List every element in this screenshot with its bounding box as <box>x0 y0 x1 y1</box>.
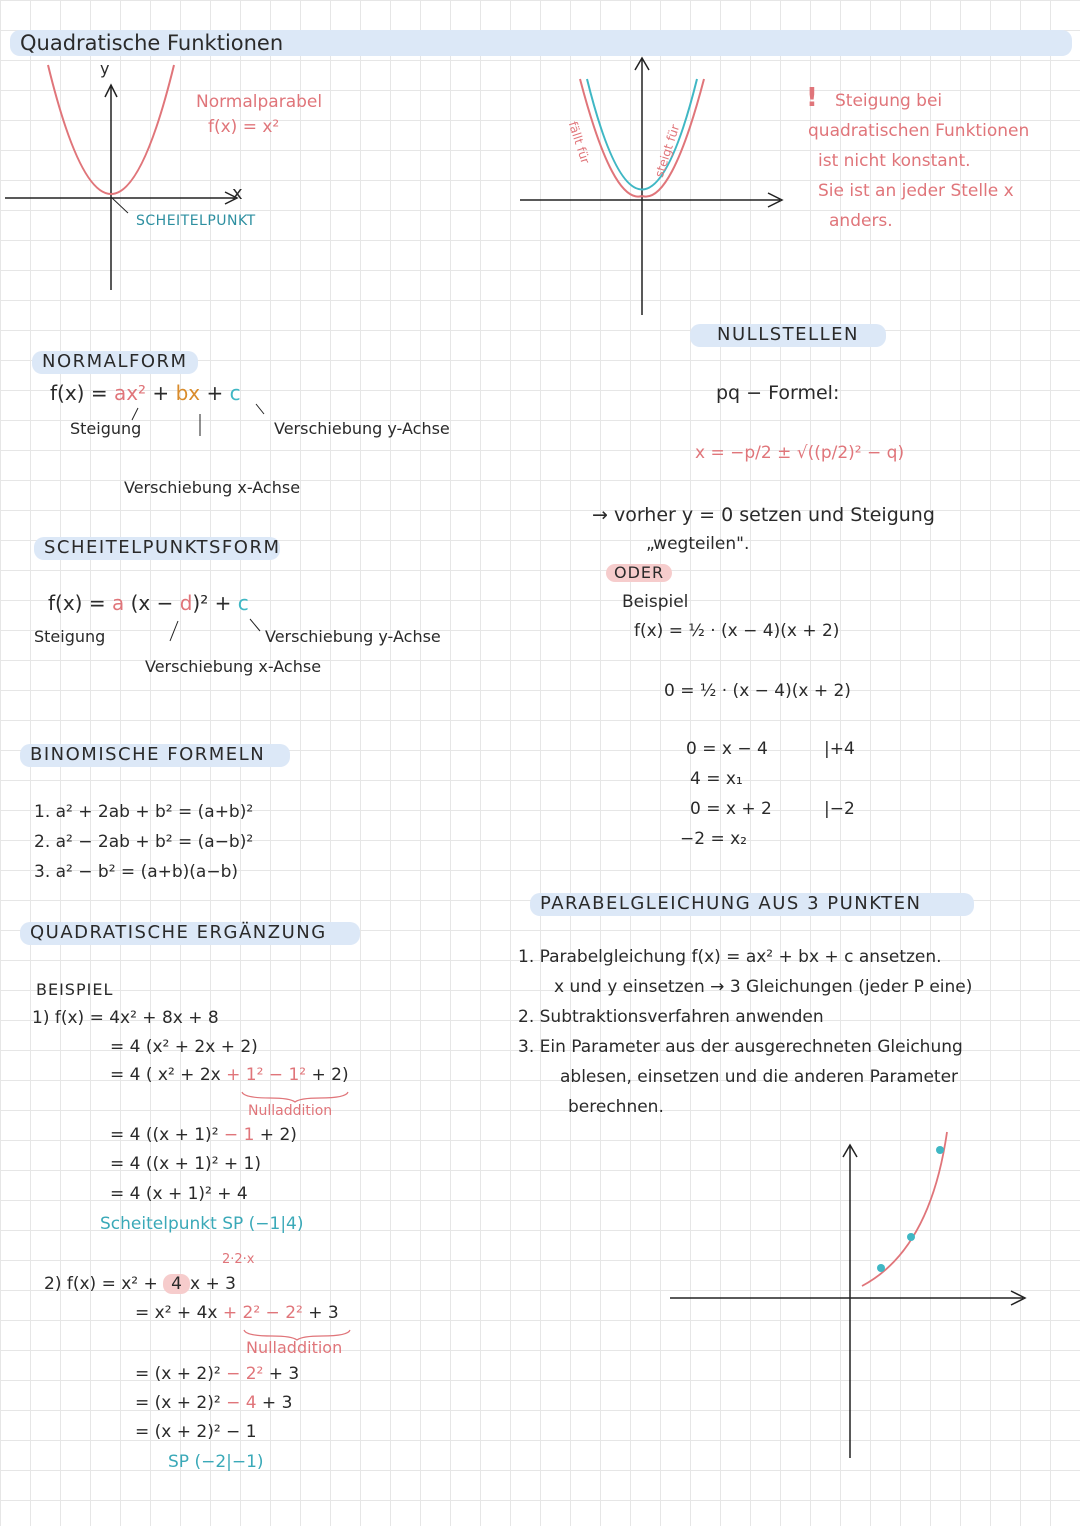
note-mark: ! <box>806 83 818 113</box>
point-2 <box>907 1233 915 1241</box>
falls-label: fällt für <box>565 119 593 166</box>
nullstellen-beispiel: Beispiel <box>622 592 689 612</box>
ns-line-2: 0 = ½ · (x − 4)(x + 2) <box>664 681 851 701</box>
normalparabel-label: Normalparabel <box>196 92 323 112</box>
ex2-l4-a: = (x + 2)² <box>135 1393 227 1413</box>
ex1-nulladdition: Nulladdition <box>248 1103 333 1119</box>
ex1-line-6: = 4 (x + 1)² + 4 <box>110 1184 248 1204</box>
ex2-l3-c: + 3 <box>263 1364 300 1384</box>
nullstellen-heading: NULLSTELLEN <box>690 324 886 347</box>
ex2-l3-a: = (x + 2)² <box>135 1364 227 1384</box>
sf-prefix: f(x) = <box>48 591 112 615</box>
x-axis-label: x <box>232 183 243 204</box>
ex2-line-3 <box>135 1365 299 1385</box>
ex1-l3-c: + 2) <box>306 1065 349 1085</box>
ex1-line-3 <box>110 1066 349 1086</box>
ex2-l2-b: + 2² − 2² <box>222 1303 303 1323</box>
oder-badge: ODER <box>606 564 672 582</box>
ns-line-5: 0 = x + 2 <box>690 799 772 819</box>
quadratisch-heading: QUADRATISCHE ERGÄNZUNG <box>20 922 360 945</box>
ex2-line-2 <box>135 1304 339 1324</box>
ex2-l3-b: − 2² <box>226 1364 264 1384</box>
ex2-line-5: = (x + 2)² − 1 <box>135 1422 257 1442</box>
binom-line-2: 2. a² − 2ab + b² = (a−b)² <box>34 832 254 852</box>
ex2-l1-c: x + 3 <box>189 1274 236 1294</box>
nf-label-x: Verschiebung x-Achse <box>124 478 301 497</box>
ex2-l2-a: = x² + 4x <box>135 1303 223 1323</box>
rises-label: steigt für <box>652 122 683 180</box>
note-line-5: anders. <box>829 211 893 231</box>
ex2-note: 2·2·x <box>222 1252 255 1267</box>
p3-step-3b: ablesen, einsetzen und die anderen Parameter <box>560 1067 959 1087</box>
binom-line-3: 3. a² − b² = (a+b)(a−b) <box>34 862 238 882</box>
sf-label-x: Verschiebung x-Achse <box>145 657 322 676</box>
nullstellen-arrow-text-2: „wegteilen". <box>646 534 750 554</box>
ex1-l4-c: + 2) <box>254 1125 297 1145</box>
page-title-text: Quadratische Funktionen <box>20 31 284 55</box>
p3-step-3: 3. Ein Parameter aus der ausgerechneten Gleichung <box>518 1037 963 1057</box>
vertex-label: SCHEITELPUNKT <box>136 213 256 229</box>
point-3 <box>936 1146 944 1154</box>
note-line-2: quadratischen Funktionen <box>808 121 1030 141</box>
binom-line-1: 1. a² + 2ab + b² = (a+b)² <box>34 802 254 822</box>
ns-line-3: 0 = x − 4 <box>686 739 768 759</box>
ex1-l4-b: − 1 <box>223 1125 255 1145</box>
ex1-line-1: 1) f(x) = 4x² + 8x + 8 <box>32 1008 219 1028</box>
nf-term-b: bx <box>175 381 201 405</box>
graph-normalparabel <box>0 55 300 295</box>
ex1-line-2: = 4 (x² + 2x + 2) <box>110 1037 258 1057</box>
p3-step-2: 2. Subtraktionsverfahren anwenden <box>518 1007 824 1027</box>
note-line-4: Sie ist an jeder Stelle x <box>818 181 1014 201</box>
pq-label: pq − Formel: <box>716 382 840 404</box>
nf-label-steigung: Steigung <box>70 419 142 438</box>
point-1 <box>877 1264 885 1272</box>
ns-line-6: −2 = x₂ <box>680 829 747 849</box>
ex1-l3-a: = 4 ( x² + 2x <box>110 1065 227 1085</box>
pq-formula: x = −p/2 ± √((p/2)² − q) <box>695 443 905 463</box>
y-axis-label: y <box>100 59 110 78</box>
ex2-l2-c: + 3 <box>302 1303 339 1323</box>
ex2-line-1 <box>44 1275 236 1295</box>
ex2-line-4 <box>135 1394 292 1414</box>
ex2-l4-c: + 3 <box>256 1393 293 1413</box>
ex1-brace <box>240 1090 360 1104</box>
ex1-l4-a: = 4 ((x + 1)² <box>110 1125 224 1145</box>
nf-label-y: Verschiebung y-Achse <box>274 419 450 438</box>
ex2-vertex: SP (−2|−1) <box>168 1452 264 1472</box>
ns-line-4: 4 = x₁ <box>690 769 743 789</box>
nf-term-a: ax² <box>113 381 147 405</box>
scheitelform-heading: SCHEITELPUNKTSFORM <box>34 537 280 560</box>
left-branch <box>580 79 642 197</box>
page-title <box>10 30 1072 56</box>
scheitelform-formula <box>48 592 249 615</box>
parabel3-heading: PARABELGLEICHUNG AUS 3 PUNKTEN <box>530 893 974 916</box>
nf-prefix: f(x) = <box>50 381 114 405</box>
ex2-l1-a: 2) f(x) = x² + <box>44 1274 164 1294</box>
p3-step-1b: x und y einsetzen → 3 Gleichungen (jeder P eine) <box>554 977 973 997</box>
ex1-l3-b: + 1² − 1² <box>226 1065 307 1085</box>
graph-steigung <box>515 55 815 325</box>
graph-three-points <box>665 1140 1045 1470</box>
normalparabel-formula: f(x) = x² <box>208 117 280 137</box>
nf-plus1: + <box>146 381 176 405</box>
note-line-1: Steigung bei <box>835 91 943 111</box>
sf-label-y: Verschiebung y-Achse <box>265 627 441 646</box>
ex2-l1-b: 4 <box>163 1274 190 1294</box>
sf-middle: (x − <box>124 591 180 615</box>
sf-term-c: c <box>237 591 249 615</box>
vertex-pointer <box>111 197 128 213</box>
p3-step-1: 1. Parabelgleichung f(x) = ax² + bx + c ansetzen. <box>518 947 942 967</box>
ex1-line-5: = 4 ((x + 1)² + 1) <box>110 1154 262 1174</box>
beispiel-label: BEISPIEL <box>36 980 114 999</box>
binomisch-heading: BINOMISCHE FORMELN <box>20 744 290 767</box>
ex1-vertex: Scheitelpunkt SP (−1|4) <box>100 1214 304 1234</box>
sf-term-d: d <box>179 591 193 615</box>
ex2-l4-b: − 4 <box>226 1393 257 1413</box>
sf-term-a: a <box>111 591 125 615</box>
nullstellen-arrow-text: → vorher y = 0 setzen und Steigung <box>592 504 935 526</box>
ns-line-1: f(x) = ½ · (x − 4)(x + 2) <box>634 621 840 641</box>
parabola-curve <box>862 1132 947 1286</box>
sf-suffix: )² + <box>192 591 238 615</box>
nf-plus2: + <box>200 381 230 405</box>
ns-line-5-op: |−2 <box>824 799 855 819</box>
ex1-line-4 <box>110 1126 297 1146</box>
ns-line-3-op: |+4 <box>824 739 855 759</box>
nf-term-c: c <box>229 381 241 405</box>
note-line-3: ist nicht konstant. <box>818 151 971 171</box>
sf-label-steigung: Steigung <box>34 627 106 646</box>
normalform-heading: NORMALFORM <box>32 351 198 374</box>
ex2-nulladdition: Nulladdition <box>246 1338 343 1357</box>
p3-step-3c: berechnen. <box>568 1097 664 1117</box>
